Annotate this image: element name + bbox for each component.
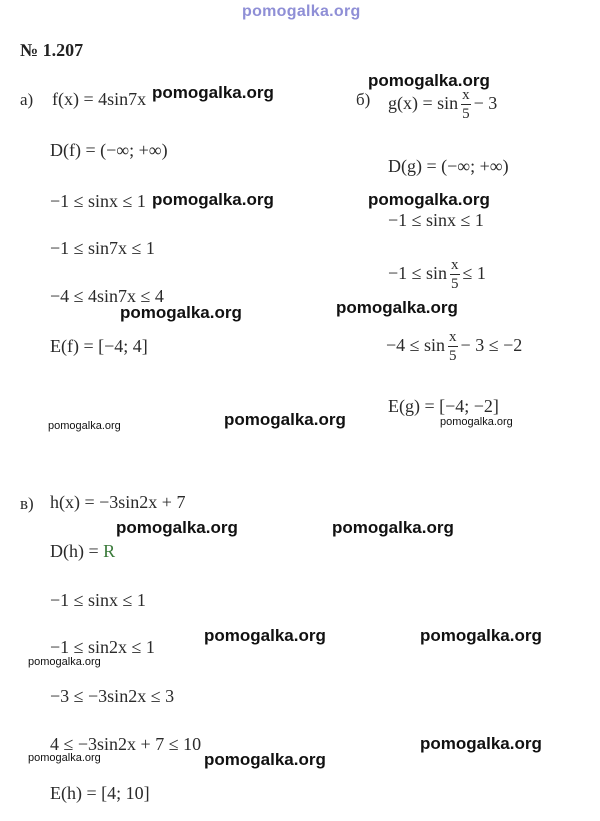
watermark: pomogalka.org: [420, 734, 542, 753]
fraction: $\frac{x}{5}$: [451, 257, 459, 292]
part-b-line-3: −1 ≤ sinx ≤ 1: [388, 210, 484, 230]
part-a-label: а): [20, 90, 34, 109]
part-c-line-1: h(x) = −3sin2x + 7: [50, 492, 186, 512]
part-c-label: в): [20, 494, 34, 513]
fraction: $\frac{x}{5}$: [449, 329, 457, 364]
part-a-line-2: D(f) = (−∞; +∞): [50, 140, 168, 160]
part-a-line-6: E(f) = [−4; 4]: [50, 336, 148, 356]
part-b-line-2: D(g) = (−∞; +∞): [388, 156, 509, 176]
watermark: pomogalka.org: [368, 71, 490, 90]
part-c-line-7: E(h) = [4; 10]: [50, 783, 150, 803]
part-a-line-3: −1 ≤ sinx ≤ 1: [50, 191, 146, 211]
watermark: pomogalka.org: [116, 518, 238, 537]
watermark: pomogalka.org: [440, 416, 513, 428]
watermark: pomogalka.org: [204, 750, 326, 769]
fraction: $\frac{x}{5}$: [462, 87, 470, 122]
watermark: pomogalka.org: [332, 518, 454, 537]
part-b-line-4: −1 ≤ sin $\frac{x}{5}$ ≤ 1: [388, 257, 486, 292]
part-a-line-1: f(x) = 4sin7x: [52, 89, 147, 109]
part-b-line-1: g(x) = sin $\frac{x}{5}$ − 3: [388, 87, 498, 122]
part-c-line-6: 4 ≤ −3sin2x + 7 ≤ 10: [50, 734, 202, 754]
part-b-line-6: E(g) = [−4; −2]: [388, 396, 499, 416]
watermark: pomogalka.org: [336, 298, 458, 317]
part-b-line-5: −4 ≤ sin $\frac{x}{5}$ − 3 ≤ −2: [386, 329, 523, 364]
part-c-line-2: D(h) = R: [50, 541, 116, 561]
part-a-line-4: −1 ≤ sin7x ≤ 1: [50, 238, 155, 258]
watermark: pomogalka.org: [152, 190, 274, 209]
part-c-line-4: −1 ≤ sin2x ≤ 1: [50, 637, 155, 657]
watermark: pomogalka.org: [48, 420, 121, 432]
watermark: pomogalka.org: [152, 83, 274, 102]
watermark: pomogalka.org: [368, 190, 490, 209]
header-watermark: pomogalka.org: [242, 3, 361, 20]
watermark: pomogalka.org: [420, 626, 542, 645]
watermark: pomogalka.org: [28, 656, 101, 668]
part-c-line-3: −1 ≤ sinx ≤ 1: [50, 590, 146, 610]
problem-number: № 1.207: [20, 40, 84, 60]
watermark: pomogalka.org: [224, 410, 346, 429]
part-b-label: б): [356, 90, 371, 109]
watermark: pomogalka.org: [120, 303, 242, 322]
part-c-line-5: −3 ≤ −3sin2x ≤ 3: [50, 686, 175, 706]
watermark: pomogalka.org: [28, 752, 101, 764]
watermark: pomogalka.org: [204, 626, 326, 645]
part-a-line-5: −4 ≤ 4sin7x ≤ 4: [50, 286, 164, 306]
